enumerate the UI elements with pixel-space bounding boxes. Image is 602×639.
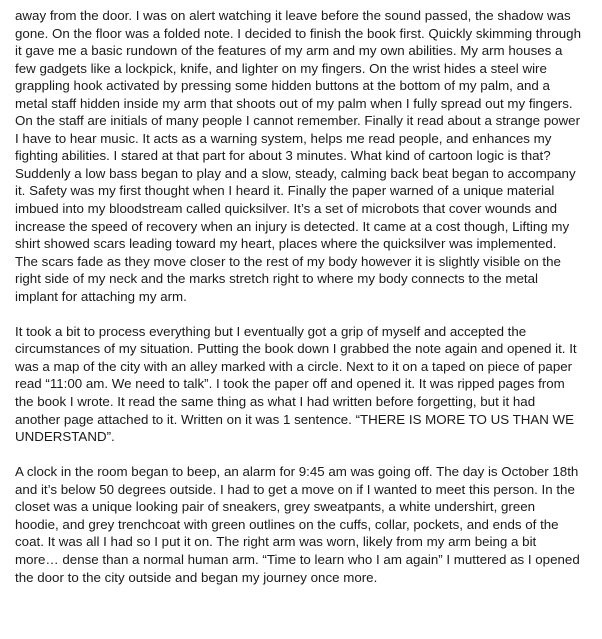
paragraph-1: away from the door. I was on alert watching it leave before the sound passed, the shadow was gone. On the floor was a folded note. I decided to finish the book first. Quickly skimming through it gave me a basic rundown of the features of my arm and my own abilities. My arm houses a few gadgets like a lockpick, knife, and lighter on my fingers. On the wrist hides a steel wire grappling hook activated by pressing some hidden buttons at the bottom of my palm, and a metal staff hidden inside my arm that shoots out of my palm when I fully spread out my fingers. On the staff are initials of many people I cannot remember. Finally it read about a strange power I have to hear music. It acts as a warning system, helps me read people, and enhances my fighting abilities. I stared at that part for about 3 minutes. What kind of cartoon logic is that? Suddenly a low bass began to play and a slow, steady, calming back beat began to accompany it. Safety was my first thought when I heard it. Finally the paper warned of a unique material imbued into my bloodstream called quicksilver. It’s a set of microbots that cover wounds and increase the speed of recovery when an injury is detected. It came at a cost though, Lifting my shirt showed scars leading toward my heart, places where the quicksilver was implemented. The scars fade as they move closer to the rest of my body however it is slightly visible on the right side of my neck and the marks stretch right to where my body connects to the metal implant for attaching my arm.	[15, 8, 582, 304]
paragraph-3: A clock in the room began to beep, an alarm for 9:45 am was going off. The day is October 18th and it’s below 50 degrees outside. I had to get a move on if I wanted to meet this person. In the closet was a unique looking pair of sneakers, grey sweatpants, a white undershirt, green hoodie, and grey trenchcoat with green outlines on the cuffs, collar, pockets, and ends of the coat. It was all I had so I put it on. The right arm was worn, likely from my arm being a bit more… dense than a normal human arm. “Time to learn who I am again” I muttered as I opened the door to the city outside and began my journey once more.	[15, 464, 580, 585]
paragraph-2: It took a bit to process everything but I eventually got a grip of myself and accepted the circumstances of my situation. Putting the book down I grabbed the note again and opened it. It was a map of the city with an alley marked with a circle. Next to it on a taped on piece of paper read “11:00 am. We need to talk”. I took the paper off and opened it. It was ripped pages from the book I wrote. It read the same thing as what I had written before forgetting, but it had another page attached to it. Written on it was 1 sentence. “THERE IS MORE TO US THAN WE UNDERSTAND”.	[15, 323, 577, 445]
document-page	[15, 7, 590, 604]
